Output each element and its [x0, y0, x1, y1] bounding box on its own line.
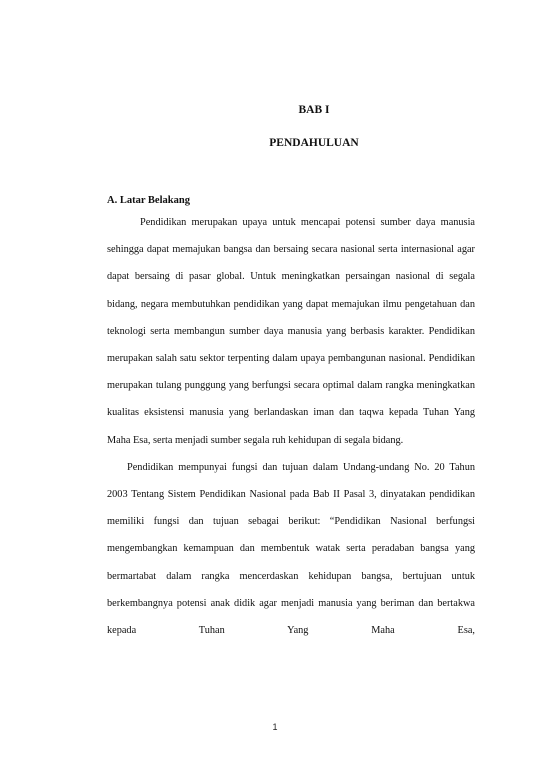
section-heading: A. Latar Belakang — [107, 195, 190, 206]
chapter-title: PENDAHULUAN — [269, 137, 359, 149]
paragraph-1: Pendidikan merupakan upaya untuk mencapai potensi sumber daya manusia sehingga dapat memajukan bangsa dan bersaing secara nasional serta internasional agar dapat bersaing di pasar global. Untuk meningkatkan persaingan nasional di segala bidang, negara membutuhkan pendidikan yang dapat memajukan ilmu pengetahuan dan teknologi serta membangun sumber daya manusia yang berbasis karakter. Pendidikan merupakan salah satu sektor terpenting dalam upaya pembangunan nasional. Pendidikan merupakan tulang punggung yang berfungsi secara optimal dalam rangka meningkatkan kualitas eksistensi manusia yang berlandaskan iman dan taqwa kepada Tuhan Yang Maha Esa, serta menjadi sumber segala ruh kehidupan di segala bidang. — [107, 217, 475, 446]
paragraph-2: Pendidikan mempunyai fungsi dan tujuan dalam Undang-undang No. 20 Tahun 2003 Tentang Sistem Pendidikan Nasional pada Bab II Pasal 3, dinyatakan pendidikan memiliki fungsi dan tujuan sebagai berikut: “Pendidikan Nasional berfungsi mengembangkan kemampuan dan membentuk watak serta peradaban bangsa yang bermartabat dalam rangka mencerdaskan kehidupan bangsa, bertujuan untuk berkembangnya potensi anak didik agar menjadi manusia yang beriman dan bertakwa kepada Tuhan Yang Maha Esa, — [107, 461, 475, 637]
chapter-number: BAB I — [298, 104, 330, 116]
body-text — [107, 209, 475, 671]
page-number: 1 — [272, 722, 278, 732]
